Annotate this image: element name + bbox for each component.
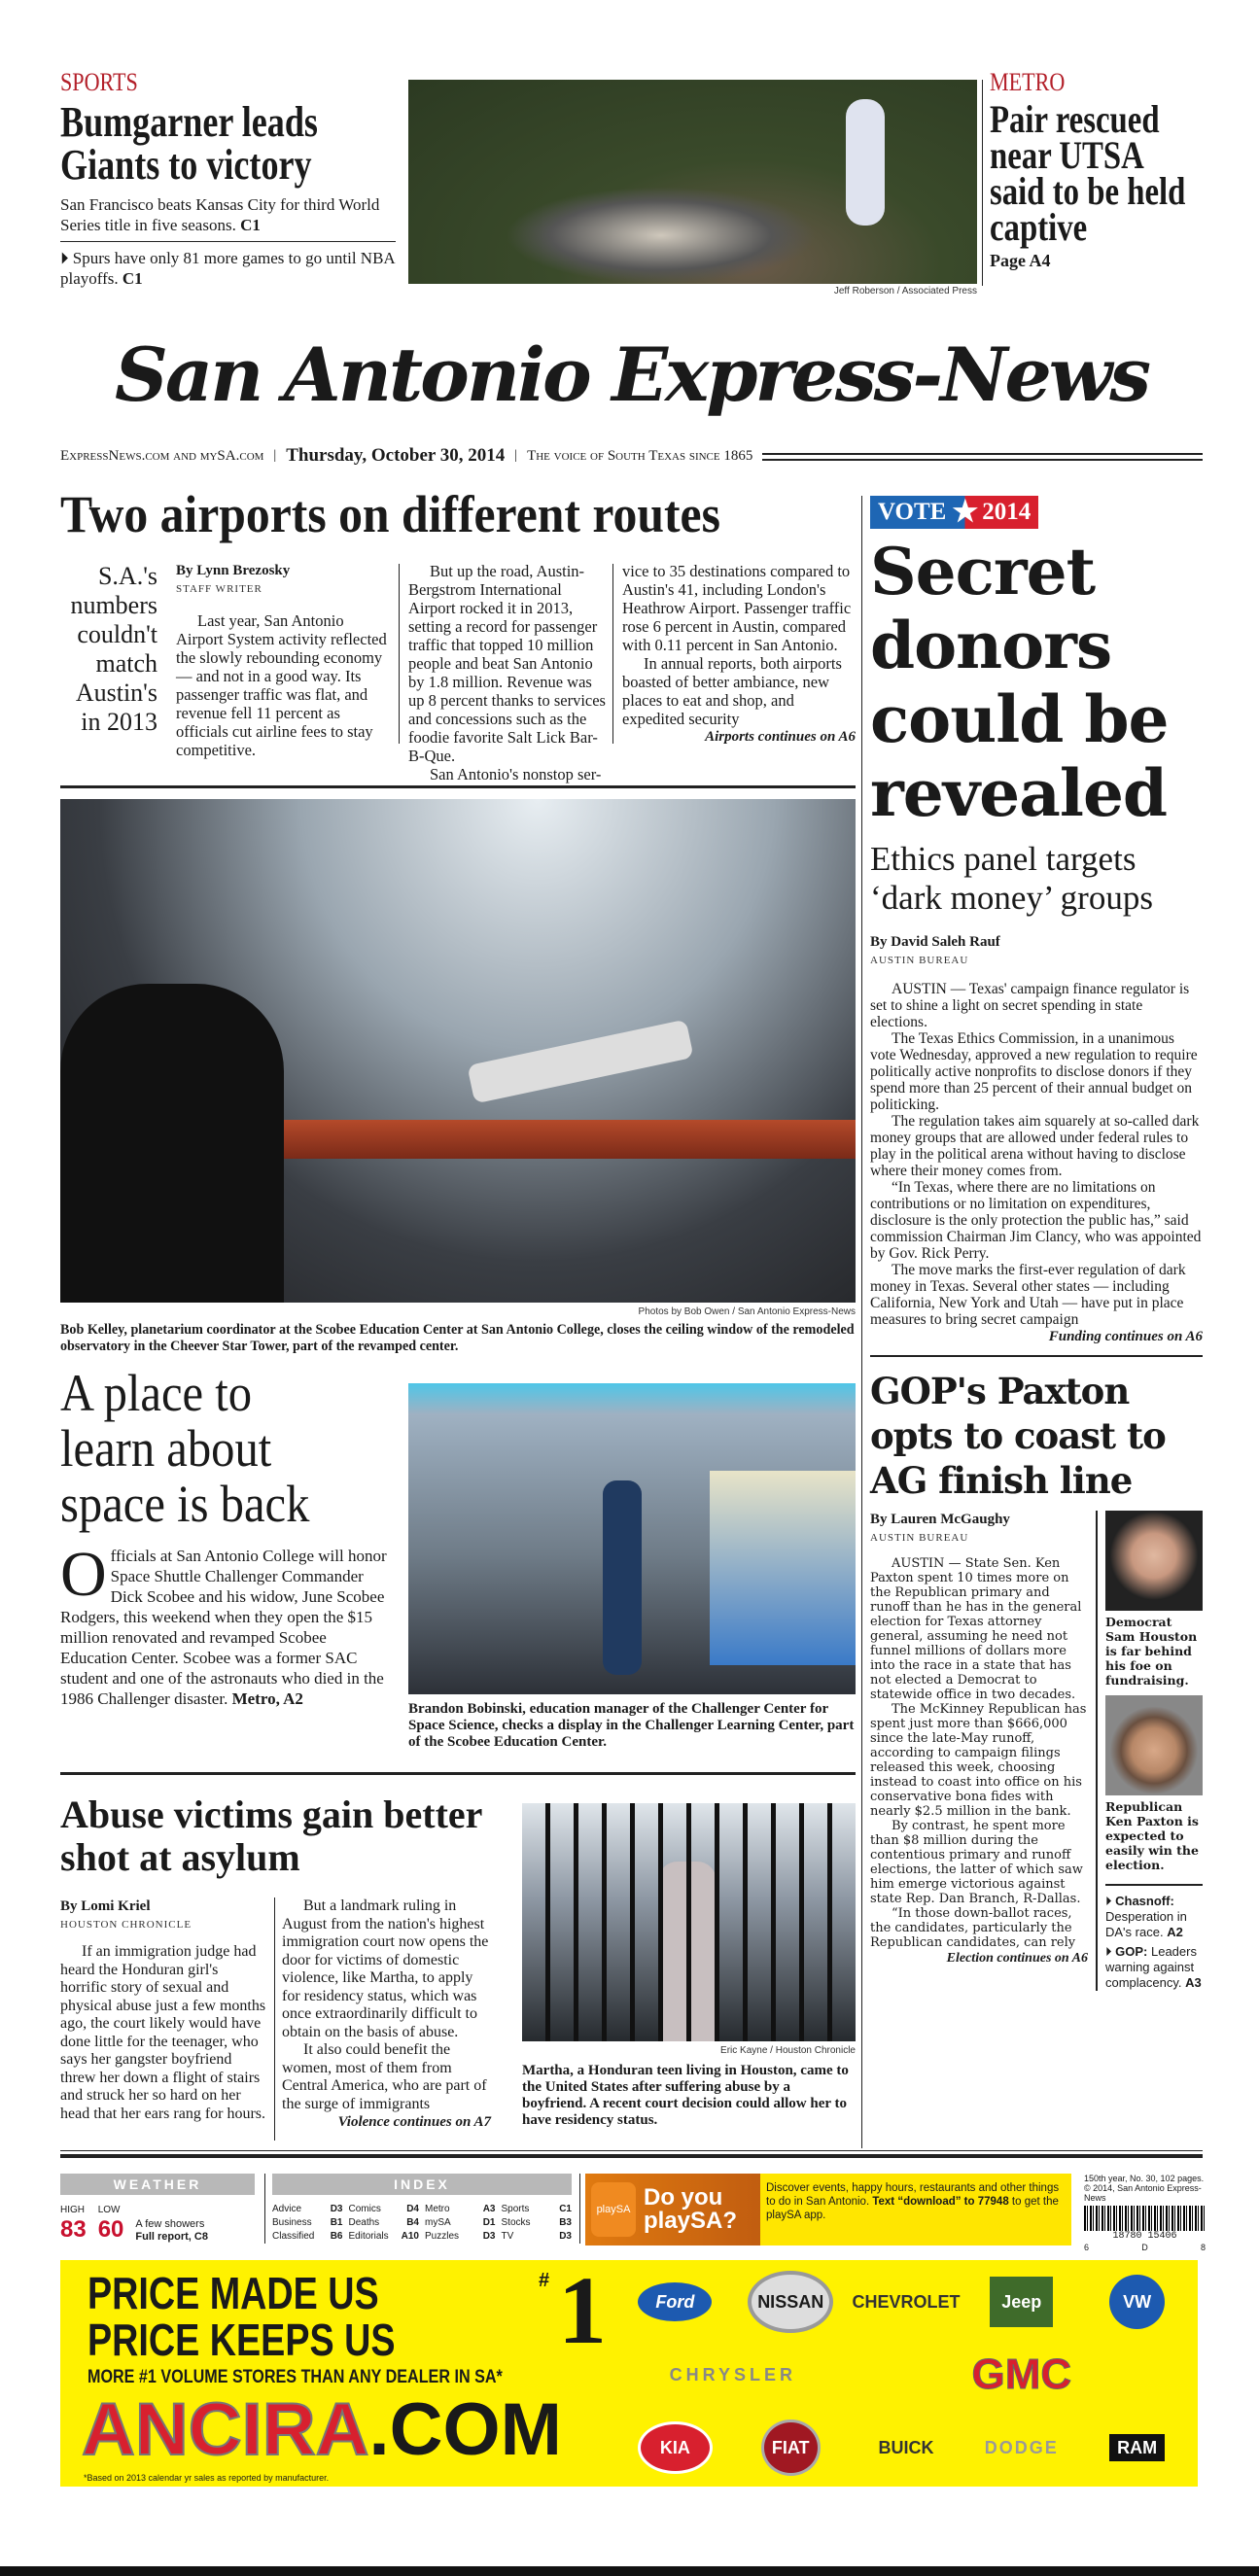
ram-logo: RAM xyxy=(1109,2434,1165,2461)
teaser-headline[interactable]: Bumgarner leads Giants to victory xyxy=(60,98,318,189)
photo-caption: Brandon Bobinski, education manager of the Challenger Center for Space Science, checks a display in the Challenger Learning Center, part of the Scobee Education Center. xyxy=(408,1701,855,1750)
byline: By Lomi Kriel xyxy=(60,1898,151,1914)
index-item[interactable]: Deaths B4 xyxy=(348,2217,419,2228)
ken-paxton-photo[interactable] xyxy=(1105,1695,1203,1795)
sam-houston-photo[interactable] xyxy=(1105,1511,1203,1611)
photo-caption: Democrat Sam Houston is far behind his foe on fundraising. xyxy=(1105,1615,1198,1688)
page-ref: Page A4 xyxy=(990,251,1051,270)
observatory-photo[interactable] xyxy=(60,799,856,1303)
paxton-sidebar xyxy=(1105,1511,1203,1991)
index-item[interactable]: Advice D3 xyxy=(272,2204,343,2214)
article-column: vice to 35 destinations compared to Austin's 41, including London's Heathrow Airport. Passenger traffic rose 6 percent in Austin, compared with 0.11 percent in San Antonio. In annual reports, both airports boasted of better ambiance, new places to eat and shop, and expedited security Airports continues on A6 xyxy=(622,562,856,745)
index-item[interactable]: Editorials A10 xyxy=(348,2231,419,2242)
space-headline[interactable]: A place to learn about space is back xyxy=(60,1364,310,1533)
arrow-icon: ⏵ xyxy=(1105,1894,1116,1908)
weather-box[interactable]: WEATHER HIGH 83 LOW 60 A few showers Full report, C8 xyxy=(60,2174,255,2244)
ford-logo: Ford xyxy=(638,2282,712,2321)
ancira-logo: ANCIRA xyxy=(82,2388,369,2471)
drop-cap: O xyxy=(60,1539,107,1610)
related-link[interactable]: ⏵ Chasnoff: Desperation in DA's race. A2 xyxy=(1105,1894,1187,1939)
byline: By Lauren McGaughy xyxy=(870,1512,1010,1527)
kia-logo: KIA xyxy=(638,2421,713,2474)
jump-link[interactable]: Airports continues on A6 xyxy=(705,729,856,745)
article-column: By David Saleh Rauf AUSTIN BUREAU AUSTIN — Texas' campaign finance regulator is set to shine a light on secret spending in state elections. The Texas Ethics Commission, in a unanimous vote Wednesday, approved a new regulation to require politically active nonprofits to disclose donors if they spend more than 25 percent of their annual budget on politicking. The regulation takes aim squarely at so-called dark money groups that are allowed under federal rules to play in the political arena without having to disclose where their money comes from. “In Texas, where there are no limitations on contributions or no limitation on expenditures, disclosure is the only protection the public has,” said commission Chairman Jim Clancy, who was appointed by Gov. Rick Perry. The move marks the first-ever regulation of dark money in Texas. Several other states — including California, New York and Utah — have put in place measures to bring secret campaign Funding continues on A6 xyxy=(870,934,1203,1344)
chevrolet-logo: CHEVROLET xyxy=(852,2292,961,2313)
abuse-headline[interactable]: Abuse victims gain better shot at asylum xyxy=(60,1793,482,1879)
byline: By Lynn Brezosky xyxy=(176,563,291,578)
index-item[interactable]: Comics D4 xyxy=(348,2204,419,2214)
space-body: Officials at San Antonio College will honor Space Shuttle Challenger Commander Dick Scobee and his widow, June Scobee Rodgers, this weekend when they open the $15 million renovated and revamped Scobee Education Center. Scobee was a former SAC student and one of the astronauts who died in the 1986 Challenger disaster. Metro, A2 xyxy=(60,1539,387,1708)
byline-affiliation: HOUSTON CHRONICLE xyxy=(60,1919,192,1931)
paxton-headline[interactable]: GOP's Paxton opts to coast to AG finish line xyxy=(870,1370,1166,1502)
arrow-icon: ⏵ xyxy=(1105,1944,1116,1959)
jump-link[interactable]: Violence continues on A7 xyxy=(337,2114,491,2130)
ancira-ad[interactable]: PRICE MADE US PRICE KEEPS US # 1 MORE #1 VOLUME STORES THAN ANY DEALER IN SA* ANCIRA.COM *Based on 2013 calendar yr sales as reported by manufacturer. Ford NISSAN CHEVROLET Jeep VW CHRYSLER GMC KIA FIAT BUICK DODGE RAM xyxy=(60,2260,1198,2487)
tagline: The voice of South Texas since 1865 xyxy=(527,447,753,464)
chrysler-logo: CHRYSLER xyxy=(669,2364,796,2385)
metro-teaser[interactable] xyxy=(990,68,1204,270)
jeep-logo: Jeep xyxy=(990,2277,1053,2327)
vote-2014-badge: VOTE ★ 2014 xyxy=(870,496,1038,529)
teaser-headline[interactable]: Pair rescued near UTSA said to be held captive xyxy=(990,97,1186,249)
section-label: METRO xyxy=(990,68,1066,96)
airports-headline[interactable]: Two airports on different routes xyxy=(60,485,720,543)
photo-caption: Bob Kelley, planetarium coordinator at the Scobee Education Center at San Antonio College, closes the ceiling window of the remodeled observatory in the Cheever Star Tower, part of the revamped center. xyxy=(60,1322,855,1354)
right-column xyxy=(870,496,1203,1991)
sports-teaser[interactable] xyxy=(60,68,396,289)
barcode xyxy=(1084,2206,1206,2231)
index-item[interactable]: Stocks B3 xyxy=(501,2217,572,2228)
gmc-logo: GMC xyxy=(971,2350,1072,2398)
index-box: INDEX Advice D3 Comics D4 Metro A3 Sports C1 Business B1 Deaths B4 mySA D1 Stocks B3 Classified B6 Editorials A10 Puzzles D3 TV D3 xyxy=(272,2174,572,2244)
section-label: SPORTS xyxy=(60,68,138,96)
websites[interactable]: ExpressNews.com and mySA.com xyxy=(60,447,264,464)
dodge-logo: DODGE xyxy=(984,2437,1059,2457)
nissan-logo: NISSAN xyxy=(748,2271,833,2333)
index-item[interactable]: Business B1 xyxy=(272,2217,343,2228)
page-ref[interactable]: Metro, A2 xyxy=(231,1689,303,1708)
article-column: By Lynn Brezosky STAFF WRITER Last year, San Antonio Airport System activity reflected the slowly rebounding economy — and not in a good way. Its passenger traffic was flat, and revenue fell 11 percent as officials cut airline fees to stay competitive. xyxy=(176,562,390,759)
edition-info: 150th year, No. 30, 102 pages. © 2014, San Antonio Express-News 18780 15406 6 D 8 xyxy=(1084,2174,1206,2252)
issue-date: Thursday, October 30, 2014 xyxy=(286,445,506,466)
index-item[interactable]: Classified B6 xyxy=(272,2231,343,2242)
playsa-logo: playSA xyxy=(591,2182,636,2237)
arrow-icon: ⏵ xyxy=(60,249,69,267)
index-item[interactable]: Metro A3 xyxy=(425,2204,496,2214)
article-column: But up the road, Austin-Bergstrom International Airport rocked it in 2013, setting a record for passenger traffic that topped 10 million people and beat San Antonio by 1.8 million. Revenue was up 8 percent thanks to services and concessions such as the foodie favorite Salt Lick Bar-B-Que. San Antonio's nonstop ser- xyxy=(408,562,606,783)
buick-logo: BUICK xyxy=(878,2437,934,2457)
teaser-dek: San Francisco beats Kansas City for third World Series title in five seasons. C1 xyxy=(60,194,396,242)
jump-link[interactable]: Election continues on A6 xyxy=(946,1951,1088,1966)
article-column: But a landmark ruling in August from the nation's highest immigration court now opens the door for victims of domestic violence, like Martha, to apply for residency status, which was once extraordinarily difficult to obtain on the basis of abuse. It also could benefit the women, most of them from Central America, who are part of the surge of immigrants Violence continues on A7 xyxy=(282,1897,491,2130)
low-temp: 60 xyxy=(97,2216,124,2243)
playsa-ad[interactable]: playSA Do you playSA? Discover events, happy hours, restaurants and other things to do in San Antonio. Text “download” to 77948 to get the playSA app. xyxy=(585,2174,1071,2245)
photo-credit: Eric Kayne / Houston Chronicle xyxy=(720,2045,856,2056)
related-link[interactable]: ⏵ GOP: Leaders warning against complacency. A3 xyxy=(1105,1944,1202,1990)
donors-headline[interactable]: Secret donors could be revealed xyxy=(870,534,1169,831)
index-item[interactable]: mySA D1 xyxy=(425,2217,496,2228)
article-column: By Lauren McGaughy AUSTIN BUREAU AUSTIN — State Sen. Ken Paxton spent 10 times more on the Republican primary and runoff than he has in the general election for Texas attorney general, assuming he need not funnel millions of dollars more into the race in a state that has not elected a Democrat to statewide office in two decades. The McKinney Republican has spent just more than $666,000 since the late-May runoff, according to campaign filings released this week, choosing instead to coast into office on his conservative bona fides with nearly $2.5 million in the bank. By contrast, he spent more than $8 million during the contentious primary and runoff elections, the latter of which saw him emerge victorious against state Rep. Dan Branch, R-Dallas. “In those down-ballot races, the candidates, particularly the Republican candidates, can rely Election continues on A6 xyxy=(870,1512,1088,1966)
photo-credit: Jeff Roberson / Associated Press xyxy=(833,286,977,296)
car-brand-logos xyxy=(619,2268,1193,2482)
byline-affiliation: AUSTIN BUREAU xyxy=(870,955,969,966)
masthead-title[interactable]: San Antonio Express-News xyxy=(114,331,1149,418)
donors-subhead: Ethics panel targets ‘dark money’ groups xyxy=(870,840,1153,917)
pullquote: S.A.'s numbers couldn't match Austin's in 2013 xyxy=(70,562,157,736)
index-item[interactable]: Sports C1 xyxy=(501,2204,572,2214)
byline-affiliation: AUSTIN BUREAU xyxy=(870,1532,969,1544)
byline-affiliation: STAFF WRITER xyxy=(176,583,262,595)
high-temp: 83 xyxy=(60,2216,87,2243)
jump-link[interactable]: Funding continues on A6 xyxy=(1048,1329,1203,1344)
photo-credit: Photos by Bob Owen / San Antonio Express-News xyxy=(638,1306,856,1317)
index-item[interactable]: TV D3 xyxy=(501,2231,572,2242)
article-column: By Lomi Kriel HOUSTON CHRONICLE If an immigration judge had heard the Honduran girl's horrific story of sexual and physical abuse just a few months ago, the court likely would have done little for the teenager, who says her gangster boyfriend threw her down a flight of stairs and struck her so hard on her head that her ears rang for hours. xyxy=(60,1898,266,2122)
dateline: ExpressNews.com and mySA.com | Thursday, October 30, 2014 | The voice of South Texas since 1865 xyxy=(60,445,1203,467)
vw-logo: VW xyxy=(1109,2275,1165,2329)
martha-photo[interactable] xyxy=(522,1803,856,2041)
world-series-photo[interactable] xyxy=(408,80,977,284)
byline: By David Saleh Rauf xyxy=(870,934,1000,950)
teaser-link[interactable]: ⏵ Spurs have only 81 more games to go until NBA playoffs. C1 xyxy=(60,249,395,288)
learning-center-photo[interactable] xyxy=(408,1383,856,1694)
star-icon: ★ xyxy=(952,496,979,528)
photo-caption: Republican Ken Paxton is expected to easily win the election. xyxy=(1105,1799,1199,1872)
related-links xyxy=(1105,1894,1203,1991)
fiat-logo: FIAT xyxy=(761,2419,821,2476)
index-item[interactable]: Puzzles D3 xyxy=(425,2231,496,2242)
photo-caption: Martha, a Honduran teen living in Houston, came to the United States after suffering abuse by a boyfriend. A recent court decision could allow her to have residency status. xyxy=(522,2063,849,2128)
